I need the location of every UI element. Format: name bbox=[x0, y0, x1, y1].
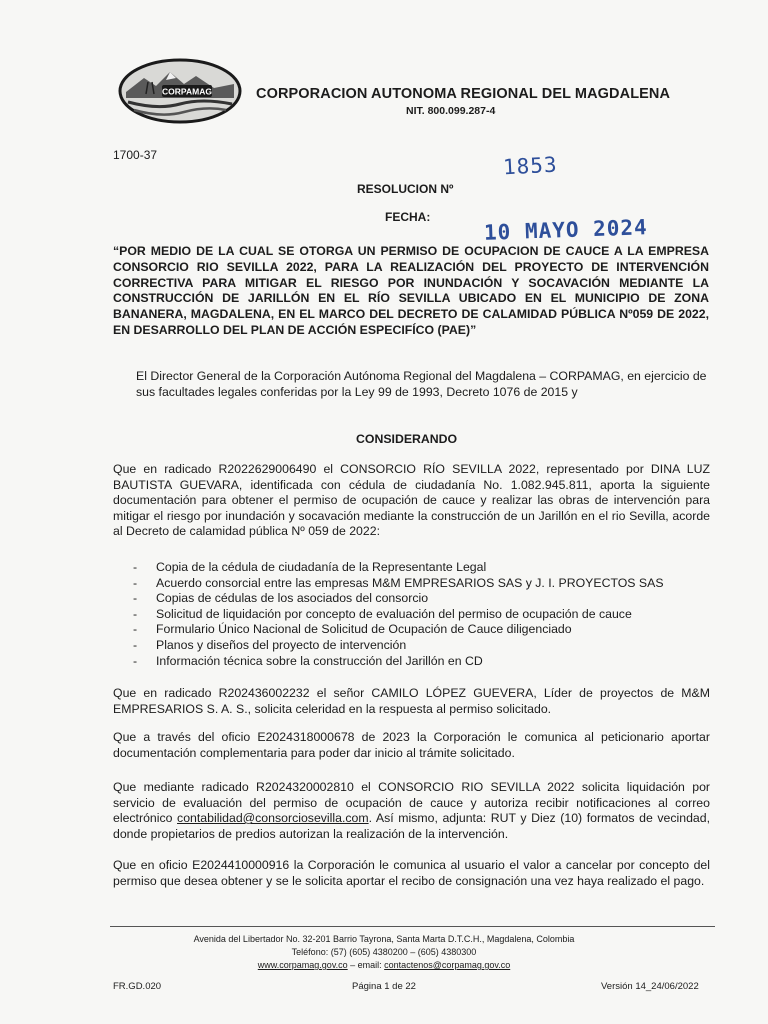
paragraph-text: Que mediante radicado R2024320002810 el CONSORCIO RIO SEVILLA 2022 solicita liquidación por servicio de evaluación del permiso de ocupación de cauce y autoriza recibir notificaciones al correo electrónico bbox=[113, 780, 710, 826]
version-label: Versión 14_24/06/2022 bbox=[601, 981, 699, 992]
resolution-label: RESOLUCION Nº bbox=[357, 182, 454, 196]
list-item: - Solicitud de liquidación por concepto de evaluación del permiso de ocupación de cauce bbox=[133, 607, 713, 623]
corpamag-logo bbox=[118, 58, 242, 124]
resolution-title: “POR MEDIO DE LA CUAL SE OTORGA UN PERMISO DE OCUPACION DE CAUCE A LA EMPRESA CONSORCIO RIO SEVILLA 2022, PARA LA REALIZACIÓN DEL PROYECTO DE INTERVENCIÓN CORRECTIVA PARA MITIGAR EL RIESGO POR INUNDACIÓN Y SOCAVACIÓN MEDIANTE LA CONSTRUCCIÓN DE JARILLÓN EN EL RÍO SEVILLA UBICADO EN EL MUNICIPIO DE ZONA BANANERA, MAGDALENA, EN EL MARCO DEL DECRETO DE CALAMIDAD PÚBLICA Nº059 DE 2022, EN DESARROLLO DEL PLAN DE ACCIÓN ESPECIFÍCO (PAE)” bbox=[113, 244, 709, 337]
organization-name: CORPORACION AUTONOMA REGIONAL DEL MAGDALENA bbox=[256, 86, 671, 102]
website-link[interactable]: www.corpamag.gov.co bbox=[257, 960, 348, 970]
email-link[interactable]: contabilidad@consorciosevilla.com bbox=[177, 811, 369, 826]
footer-divider bbox=[110, 926, 715, 927]
intro-paragraph: El Director General de la Corporación Autónoma Regional del Magdalena – CORPAMAG, en ejercicio de sus facultades legales conferidas por la Ley 99 de 1993, Decreto 1076 de 2015 y bbox=[136, 369, 707, 399]
resolution-number-stamp: 1853 bbox=[502, 152, 559, 180]
footer-address: Avenida del Libertador No. 32-201 Barrio Tayrona, Santa Marta D.T.C.H., Magdalena, Colombia bbox=[193, 934, 575, 944]
documents-list bbox=[133, 560, 713, 669]
paragraph-oficio-2: Que en oficio E2024410000916 la Corporación le comunica al usuario el valor a cancelar por concepto del permiso que desea obtener y se le solicita aportar el recibo de consignación una vez haya realizado el pago. bbox=[113, 858, 710, 888]
list-item: - Acuerdo consorcial entre las empresas M&M EMPRESARIOS SAS y J. I. PROYECTOS SAS bbox=[133, 576, 713, 592]
page-number: Página 1 de 22 bbox=[352, 981, 416, 992]
list-item: - Copia de la cédula de ciudadanía de la Representante Legal bbox=[133, 560, 713, 576]
document-code: 1700-37 bbox=[113, 148, 158, 162]
date-label: FECHA: bbox=[385, 210, 431, 224]
footer-contact bbox=[0, 959, 768, 971]
list-item: - Formulario Único Nacional de Solicitud de Ocupación de Cauce diligenciado bbox=[133, 622, 713, 638]
list-item: - Información técnica sobre la construcción del Jarillón en CD bbox=[133, 654, 713, 670]
list-item: - Planos y diseños del proyecto de intervención bbox=[133, 638, 713, 654]
organization-nit: NIT. 800.099.287-4 bbox=[406, 105, 496, 117]
email-label: – email: bbox=[347, 960, 385, 970]
list-item: - Copias de cédulas de los asociados del consorcio bbox=[133, 591, 713, 607]
paragraph-radicado-2: Que en radicado R202436002232 el señor CAMILO LÓPEZ GUEVERA, Líder de proyectos de M&M EMPRESARIOS S. A. S., solicita celeridad en la respuesta al permiso solicitado. bbox=[113, 686, 710, 716]
paragraph-radicado-3 bbox=[113, 780, 710, 842]
date-stamp: 10 MAYO 2024 bbox=[483, 215, 649, 245]
considerando-heading: CONSIDERANDO bbox=[356, 432, 458, 446]
footer-phone: Teléfono: (57) (605) 4380200 – (605) 4380300 bbox=[291, 947, 477, 957]
paragraph-oficio-1: Que a través del oficio E2024318000678 de 2023 la Corporación le comunica al peticionario aportar documentación complementaria para poder dar inicio al trámite solicitado. bbox=[113, 730, 710, 760]
logo-text: CORPAMAG bbox=[162, 86, 212, 97]
contact-email-link[interactable]: contactenos@corpamag.gov.co bbox=[384, 960, 511, 970]
form-code: FR.GD.020 bbox=[113, 981, 162, 992]
paragraph-radicado-1: Que en radicado R2022629006490 el CONSORCIO RÍO SEVILLA 2022, representado por DINA LUZ BAUTISTA GUEVARA, identificada con cédula de ciudadanía No. 1.082.945.811, aporta la siguiente documentación para obtener el permiso de ocupación de cauce y realizar las obras de intervención para mitigar el riesgo por inundación y socavación mediante la construcción de un Jarillón en el rio Sevilla, acorde al Decreto de calamidad pública Nº 059 de 2022: bbox=[113, 462, 710, 539]
paragraph-text: . Así mismo, adjunta: RUT y Diez (10) formatos de vecindad, donde propietarios de predios autorizan la realización de la intervención. bbox=[113, 811, 711, 841]
